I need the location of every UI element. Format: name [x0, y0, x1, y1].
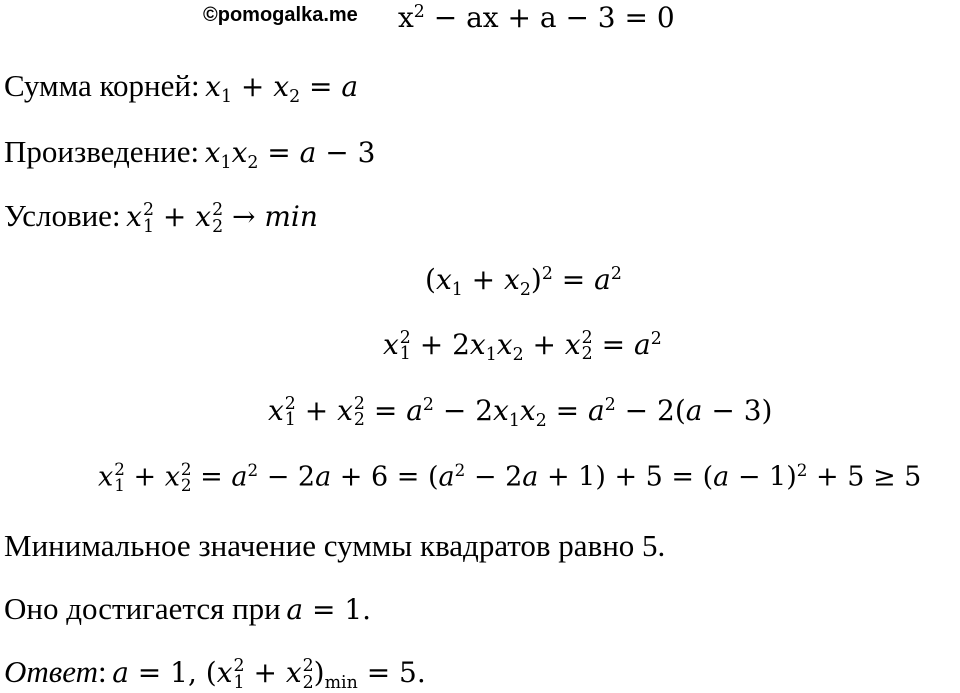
- achieved-line: [4, 593, 371, 624]
- step-2: x 2 1 + 2x1x2 + x 2 2 = a2: [383, 327, 662, 366]
- sum-expr: x1 + x2 = a: [205, 70, 359, 108]
- achieved-expr: a = 1.: [286, 593, 372, 626]
- step-3: x 2 1 + x 2 2 = a2 − 2x1x2 = a2 − 2(a − 3): [268, 393, 773, 432]
- product-line: [4, 134, 376, 174]
- answer-label: Ответ: [4, 654, 98, 689]
- step-1: (x1 + x2)2 = a2: [425, 263, 622, 301]
- condition-expr: x 2 1 + x 2 2 → min: [126, 200, 318, 237]
- sum-line: [4, 68, 359, 108]
- task-equation: x2 − ax + a − 3 = 0: [398, 1, 675, 34]
- product-expr: x1x2 = a − 3: [204, 136, 376, 174]
- min-value-text: Минимальное значение суммы квадратов равно 5.: [4, 528, 666, 563]
- condition-line: [4, 200, 318, 235]
- condition-label: Условие:: [4, 198, 121, 233]
- sum-label: Сумма корней:: [4, 68, 200, 103]
- answer-expr: a = 1, (x 2 1 + x 2 2 )min = 5.: [112, 656, 426, 693]
- achieved-text: Оно достигается при: [4, 591, 281, 626]
- step-4: x 2 1 + x 2 2 = a2 − 2a + 6 = (a2 − 2a + 1) + 5 = (a − 1)2 + 5 ≥ 5: [98, 459, 922, 495]
- answer-line: Ответ: a = 1, (x 2 1 + x 2 2 )min = 5.: [4, 654, 426, 693]
- product-label: Произведение:: [4, 134, 200, 169]
- watermark: ©pomogalka.me: [203, 4, 358, 26]
